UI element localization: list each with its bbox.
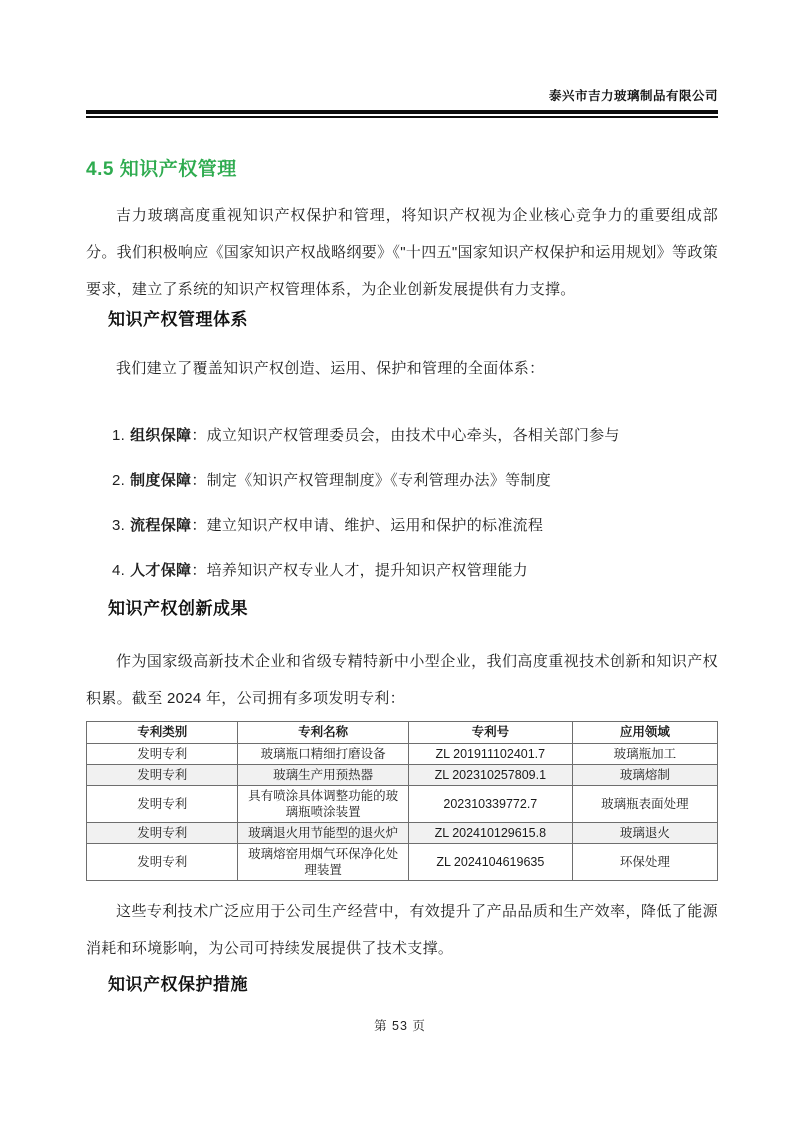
list-number: 4. (112, 561, 126, 579)
safeguard-item-3 (112, 507, 718, 544)
page-number: 第 53 页 (374, 1019, 426, 1033)
subheading-ip-achievements: 知识产权创新成果 (108, 598, 248, 618)
table-row (87, 743, 718, 764)
list-number: 2. (112, 471, 126, 489)
col-header-application-field: 应用领域 (572, 721, 717, 743)
patent-table-container (86, 721, 718, 881)
safeguard-item-1 (112, 417, 718, 454)
closing-paragraph: 这些专利技术广泛应用于公司生产经营中，有效提升了产品品质和生产效率，降低了能源消耗和环境影响，为公司可持续发展提供了技术支撑。 (86, 902, 718, 957)
subheading-ip-protection: 知识产权保护措施 (108, 974, 248, 994)
table-row (87, 785, 718, 822)
cell-patent-type: 发明专利 (87, 743, 238, 764)
subheading-ip-system: 知识产权管理体系 (108, 309, 248, 329)
table-row (87, 843, 718, 880)
page-header (86, 88, 718, 118)
list-label: 组织保障 (130, 426, 192, 444)
cell-patent-number: 202310339772.7 (408, 785, 572, 822)
list-number: 3. (112, 516, 126, 534)
list-text: ：建立知识产权申请、维护、运用和保护的标准流程 (191, 516, 544, 534)
cell-patent-name: 玻璃熔窑用烟气环保净化处理装置 (238, 843, 408, 880)
list-number: 1. (112, 426, 126, 444)
safeguard-item-2 (112, 462, 718, 499)
cell-patent-number: ZL 202410129615.8 (408, 822, 572, 843)
list-text: ：培养知识产权专业人才，提升知识产权管理能力 (191, 561, 528, 579)
cell-application-field: 环保处理 (572, 843, 717, 880)
cell-patent-number: ZL 202310257809.1 (408, 764, 572, 785)
system-intro-paragraph: 我们建立了覆盖知识产权创造、运用、保护和管理的全面体系： (116, 359, 545, 377)
cell-patent-name: 玻璃退火用节能型的退火炉 (238, 822, 408, 843)
cell-patent-type: 发明专利 (87, 822, 238, 843)
cell-patent-type: 发明专利 (87, 843, 238, 880)
cell-patent-name: 玻璃瓶口精细打磨设备 (238, 743, 408, 764)
cell-patent-type: 发明专利 (87, 764, 238, 785)
cell-patent-name: 玻璃生产用预热器 (238, 764, 408, 785)
safeguard-item-4 (112, 552, 718, 589)
cell-patent-type: 发明专利 (87, 785, 238, 822)
list-label: 人才保障 (130, 561, 192, 579)
intro-paragraph: 吉力玻璃高度重视知识产权保护和管理，将知识产权视为企业核心竞争力的重要组成部分。我们积极响应《国家知识产权战略纲要》《"十四五"国家知识产权保护和运用规划》等政策要求，建立了系统的知识产权管理体系，为企业创新发展提供有力支撑。 (86, 206, 718, 298)
cell-application-field: 玻璃瓶表面处理 (572, 785, 717, 822)
company-name: 泰兴市吉力玻璃制品有限公司 (548, 89, 718, 103)
header-rule-thick (86, 110, 718, 114)
col-header-patent-name: 专利名称 (238, 721, 408, 743)
table-header-row (87, 721, 718, 743)
table-row (87, 764, 718, 785)
cell-patent-name: 具有喷涂具体调整功能的玻璃瓶喷涂装置 (238, 785, 408, 822)
col-header-patent-number: 专利号 (408, 721, 572, 743)
table-row (87, 822, 718, 843)
list-text: ：成立知识产权管理委员会，由技术中心牵头，各相关部门参与 (191, 426, 620, 444)
list-label: 制度保障 (130, 471, 192, 489)
cell-patent-number: ZL 2024104619635 (408, 843, 572, 880)
cell-application-field: 玻璃熔制 (572, 764, 717, 785)
col-header-patent-type: 专利类别 (87, 721, 238, 743)
list-label: 流程保障 (130, 516, 192, 534)
cell-patent-number: ZL 201911102401.7 (408, 743, 572, 764)
header-rule-thin (86, 116, 718, 118)
section-title: 4.5 知识产权管理 (86, 158, 237, 180)
achievement-intro-paragraph: 作为国家级高新技术企业和省级专精特新中小型企业，我们高度重视技术创新和知识产权积累。截至 2024 年，公司拥有多项发明专利： (86, 652, 718, 707)
cell-application-field: 玻璃瓶加工 (572, 743, 717, 764)
cell-application-field: 玻璃退火 (572, 822, 717, 843)
safeguard-list (112, 417, 718, 589)
patent-table (86, 721, 718, 881)
list-text: ：制定《知识产权管理制度》《专利管理办法》等制度 (191, 471, 552, 489)
